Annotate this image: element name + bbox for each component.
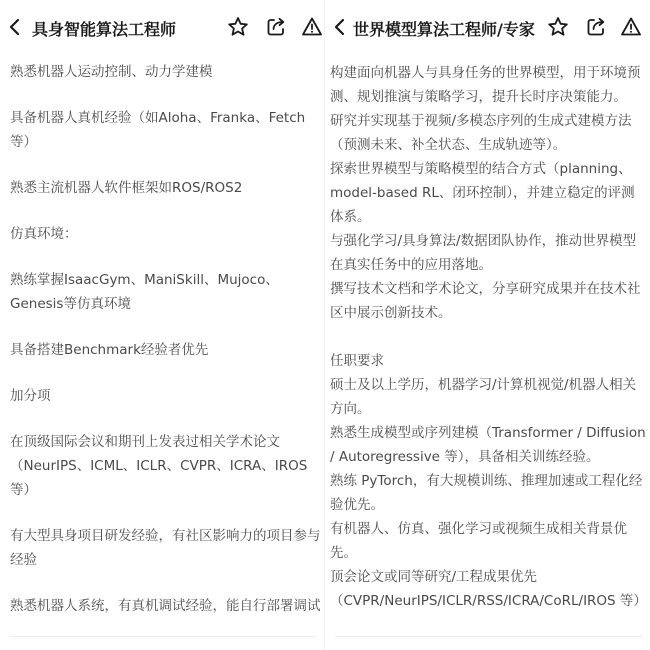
requirement-item: 熟练 PyTorch，有大规模训练、推理加速或工程化经验优先。: [330, 473, 643, 513]
duty-item: 撰写技术文档和学术论文，分享研究成果并在技术社区中展示创新技术。: [330, 281, 641, 321]
star-icon[interactable]: [226, 15, 250, 39]
list-item: 具备机器人真机经验（如Aloha、Franka、Fetch等）: [10, 110, 306, 150]
duty-item: 与强化学习/具身算法/数据团队协作，推动世界模型在真实任务中的应用落地。: [330, 233, 637, 273]
list-item: 仿真环境：: [10, 226, 78, 242]
star-icon[interactable]: [546, 15, 570, 39]
list-item: 具备搭建Benchmark经验者优先: [10, 342, 209, 358]
list-item: 在顶级国际会议和期刊上发表过相关学术论文（NeurIPS、ICML、ICLR、CVPR、ICRA、IROS等）: [10, 434, 308, 498]
back-arrow-icon[interactable]: [4, 16, 26, 38]
left-header: [0, 0, 324, 56]
divider: [10, 636, 316, 637]
list-item: 熟练掌握IsaacGym、ManiSkill、Mujoco、Genesis等仿真环境: [10, 272, 279, 312]
list-item: 熟悉机器人系统，有真机调试经验，能自行部署调试: [10, 598, 321, 614]
report-icon[interactable]: [300, 15, 324, 39]
share-icon[interactable]: [264, 15, 288, 39]
requirement-item: 硕士及以上学历，机器学习/计算机视觉/机器人相关方向。: [330, 377, 637, 417]
spacer: [330, 325, 646, 349]
back-arrow-icon[interactable]: [329, 16, 351, 38]
share-icon[interactable]: [584, 15, 608, 39]
requirement-item: 有机器人、仿真、强化学习或视频生成相关背景优先。: [330, 521, 627, 561]
duty-item: 构建面向机器人与具身任务的世界模型，用于环境预测、规划推演与策略学习，提升长时序决策能力。: [330, 65, 641, 105]
report-icon[interactable]: [619, 15, 643, 39]
right-header: [325, 0, 650, 56]
left-job-panel: [0, 0, 324, 650]
list-item: 熟悉主流机器人软件框架如ROS/ROS2: [10, 180, 243, 196]
left-requirements-list: [10, 60, 322, 640]
requirement-item: 顶会论文或同等研究/工程成果优先（CVPR/NeurIPS/ICLR/RSS/ICRA/CoRL/IROS 等）: [330, 569, 647, 609]
list-item: 熟悉机器人运动控制、动力学建模: [10, 64, 213, 80]
divider: [335, 636, 642, 637]
requirements-heading: 任职要求: [330, 353, 384, 369]
right-page-title: 世界模型算法工程师/专家: [353, 20, 535, 39]
list-item: 加分项: [10, 388, 51, 404]
right-job-description: [330, 61, 646, 613]
duty-item: 研究并实现基于视频/多模态序列的生成式建模方法（预测未来、补全状态、生成轨迹等）。: [330, 113, 632, 153]
requirement-item: 熟悉生成模型或序列建模（Transformer / Diffusion / Autoregressive 等），具备相关训练经验。: [330, 425, 646, 465]
right-job-panel: [325, 0, 650, 650]
list-item: 有大型具身项目研发经验，有社区影响力的项目参与经验: [10, 528, 321, 568]
duty-item: 探索世界模型与策略模型的结合方式（planning、model-based RL、闭环控制），并建立稳定的评测体系。: [330, 161, 635, 225]
left-page-title: 具身智能算法工程师: [32, 20, 177, 39]
